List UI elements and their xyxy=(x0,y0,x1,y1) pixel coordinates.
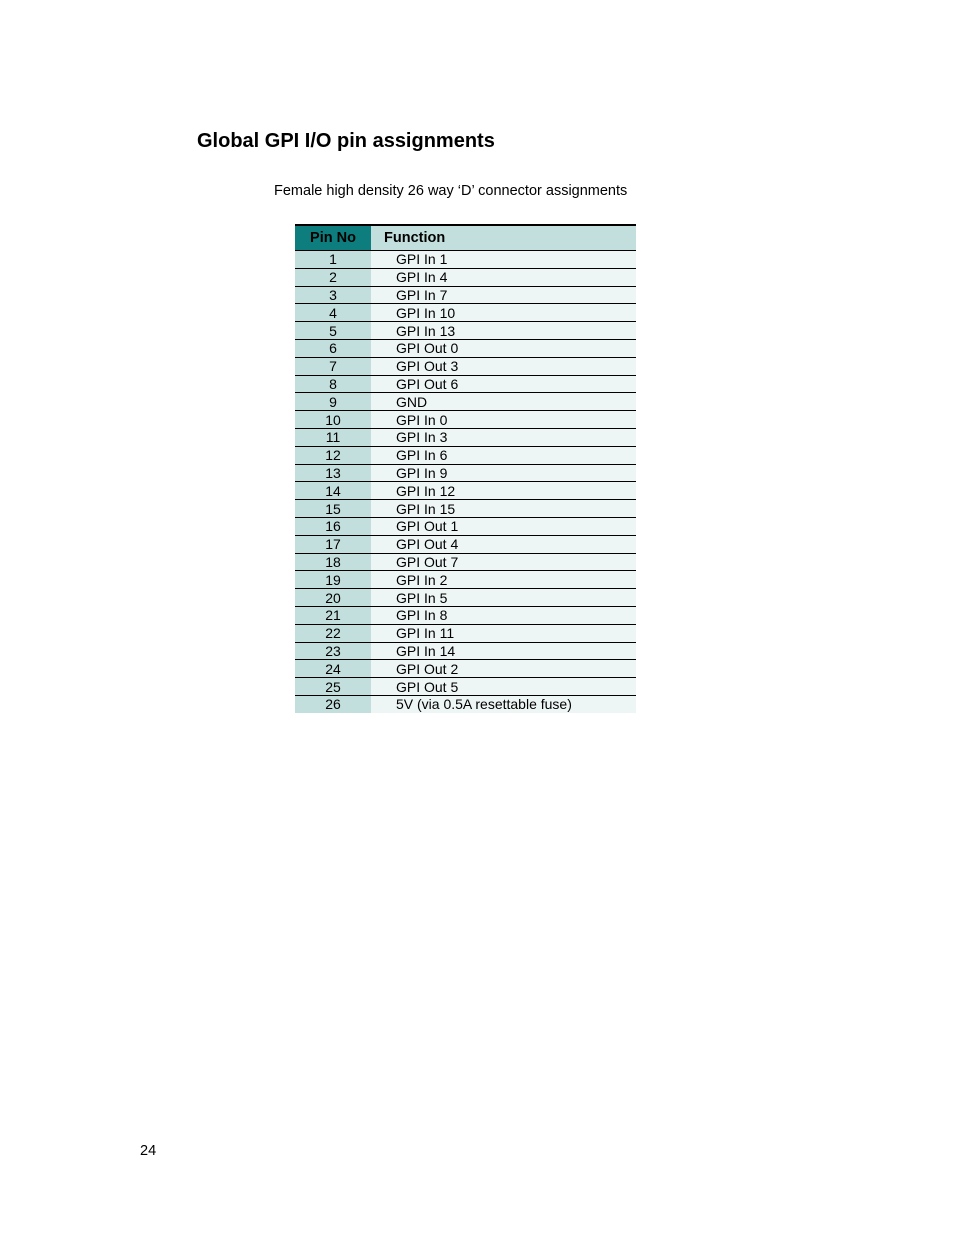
table-row xyxy=(295,589,636,607)
pin-number-cell: 5 xyxy=(295,322,371,340)
table-row xyxy=(295,642,636,660)
table-row xyxy=(295,553,636,571)
table-row xyxy=(295,695,636,712)
pin-function-cell: GPI In 5 xyxy=(371,589,636,607)
table-row xyxy=(295,322,636,340)
pin-assignment-table xyxy=(295,224,636,713)
pin-number-cell: 10 xyxy=(295,411,371,429)
table-row xyxy=(295,339,636,357)
pin-function-cell: GPI In 4 xyxy=(371,268,636,286)
table-header-row xyxy=(295,225,636,251)
column-header-pin-no: Pin No xyxy=(295,225,371,251)
page-number: 24 xyxy=(140,1143,157,1159)
pin-function-cell: GPI In 8 xyxy=(371,606,636,624)
table-row xyxy=(295,678,636,696)
pin-function-cell: GPI In 3 xyxy=(371,428,636,446)
pin-number-cell: 20 xyxy=(295,589,371,607)
pin-number-cell: 11 xyxy=(295,428,371,446)
pin-number-cell: 16 xyxy=(295,517,371,535)
pin-function-cell: GPI In 11 xyxy=(371,624,636,642)
table-row xyxy=(295,375,636,393)
pin-function-cell: GPI Out 7 xyxy=(371,553,636,571)
pin-function-cell: GPI In 13 xyxy=(371,322,636,340)
pin-function-cell: GPI In 0 xyxy=(371,411,636,429)
pin-function-cell: GND xyxy=(371,393,636,411)
pin-function-cell: GPI In 9 xyxy=(371,464,636,482)
pin-number-cell: 18 xyxy=(295,553,371,571)
pin-number-cell: 12 xyxy=(295,446,371,464)
table-row xyxy=(295,446,636,464)
pin-function-cell: GPI Out 3 xyxy=(371,357,636,375)
pin-function-cell: GPI In 10 xyxy=(371,304,636,322)
pin-number-cell: 6 xyxy=(295,339,371,357)
pin-number-cell: 25 xyxy=(295,678,371,696)
pin-number-cell: 9 xyxy=(295,393,371,411)
pin-function-cell: GPI Out 6 xyxy=(371,375,636,393)
pin-function-cell: GPI In 12 xyxy=(371,482,636,500)
pin-function-cell: GPI Out 0 xyxy=(371,339,636,357)
pin-number-cell: 19 xyxy=(295,571,371,589)
pin-number-cell: 8 xyxy=(295,375,371,393)
pin-function-cell: GPI In 6 xyxy=(371,446,636,464)
pin-function-cell: GPI In 1 xyxy=(371,251,636,269)
table-row xyxy=(295,393,636,411)
pin-function-cell: GPI In 14 xyxy=(371,642,636,660)
table-row xyxy=(295,606,636,624)
table-row xyxy=(295,535,636,553)
pin-function-cell: GPI Out 1 xyxy=(371,517,636,535)
pin-function-cell: GPI Out 2 xyxy=(371,660,636,678)
table-row xyxy=(295,411,636,429)
table-row xyxy=(295,268,636,286)
table-row xyxy=(295,482,636,500)
pin-function-cell: 5V (via 0.5A resettable fuse) xyxy=(371,695,636,712)
table-row xyxy=(295,517,636,535)
pin-function-cell: GPI Out 5 xyxy=(371,678,636,696)
pin-function-cell: GPI Out 4 xyxy=(371,535,636,553)
table-caption: Female high density 26 way ‘D’ connector assignments xyxy=(274,183,628,199)
pin-number-cell: 4 xyxy=(295,304,371,322)
pin-number-cell: 13 xyxy=(295,464,371,482)
pin-number-cell: 7 xyxy=(295,357,371,375)
pin-number-cell: 24 xyxy=(295,660,371,678)
pin-number-cell: 15 xyxy=(295,500,371,518)
pin-number-cell: 1 xyxy=(295,251,371,269)
pin-function-cell: GPI In 2 xyxy=(371,571,636,589)
pin-function-cell: GPI In 7 xyxy=(371,286,636,304)
pin-number-cell: 17 xyxy=(295,535,371,553)
pin-function-cell: GPI In 15 xyxy=(371,500,636,518)
table-body xyxy=(295,251,636,713)
table-row xyxy=(295,428,636,446)
page-heading: Global GPI I/O pin assignments xyxy=(197,130,495,152)
pin-number-cell: 2 xyxy=(295,268,371,286)
table-row xyxy=(295,464,636,482)
table-row xyxy=(295,571,636,589)
pin-number-cell: 26 xyxy=(295,695,371,712)
table-header xyxy=(295,225,636,251)
column-header-function: Function xyxy=(371,225,636,251)
table-row xyxy=(295,624,636,642)
table-row xyxy=(295,660,636,678)
pin-number-cell: 22 xyxy=(295,624,371,642)
pin-number-cell: 23 xyxy=(295,642,371,660)
pin-number-cell: 3 xyxy=(295,286,371,304)
table-row xyxy=(295,500,636,518)
table-row xyxy=(295,251,636,269)
pin-number-cell: 14 xyxy=(295,482,371,500)
table-row xyxy=(295,304,636,322)
pin-number-cell: 21 xyxy=(295,606,371,624)
table-row xyxy=(295,286,636,304)
table-row xyxy=(295,357,636,375)
